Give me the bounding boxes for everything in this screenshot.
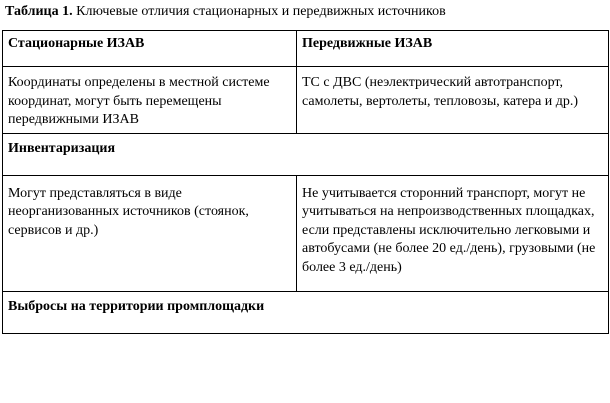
- cell-stationary-inventory: Могут представляться в виде неорганизованных источников (стоянок, сервисов и др.): [3, 175, 297, 291]
- table-header-row: [3, 31, 609, 67]
- cell-mobile-vehicles: ТС с ДВС (неэлектрический автотранспорт, самолеты, вертолеты, тепловозы, катера и др.): [297, 67, 609, 134]
- comparison-table: [2, 30, 609, 334]
- table-caption: [5, 3, 446, 21]
- section-inventory-title: Инвентаризация: [3, 133, 609, 175]
- caption-text: Ключевые отличия стационарных и передвижных источников: [72, 4, 446, 19]
- header-stationary: Стационарные ИЗАВ: [3, 31, 297, 67]
- header-mobile: Передвижные ИЗАВ: [297, 31, 609, 67]
- caption-label: Таблица 1.: [5, 4, 73, 19]
- cell-mobile-inventory: Не учитывается сторонний транспорт, могут не учитываться на непроизводственных площадках, если представлены исключительно легковыми и автобусами (не более 20 ед./день), грузовыми (не более 3 ед./день): [297, 175, 609, 291]
- section-emissions-title: Выбросы на территории промплощадки: [3, 291, 609, 333]
- section-row-inventory: [3, 133, 609, 175]
- section-row-emissions: [3, 291, 609, 333]
- table-row: [3, 175, 609, 291]
- cell-stationary-coordinates: Координаты определены в местной системе координат, могут быть перемещены передвижными ИЗАВ: [3, 67, 297, 134]
- table-row: [3, 67, 609, 134]
